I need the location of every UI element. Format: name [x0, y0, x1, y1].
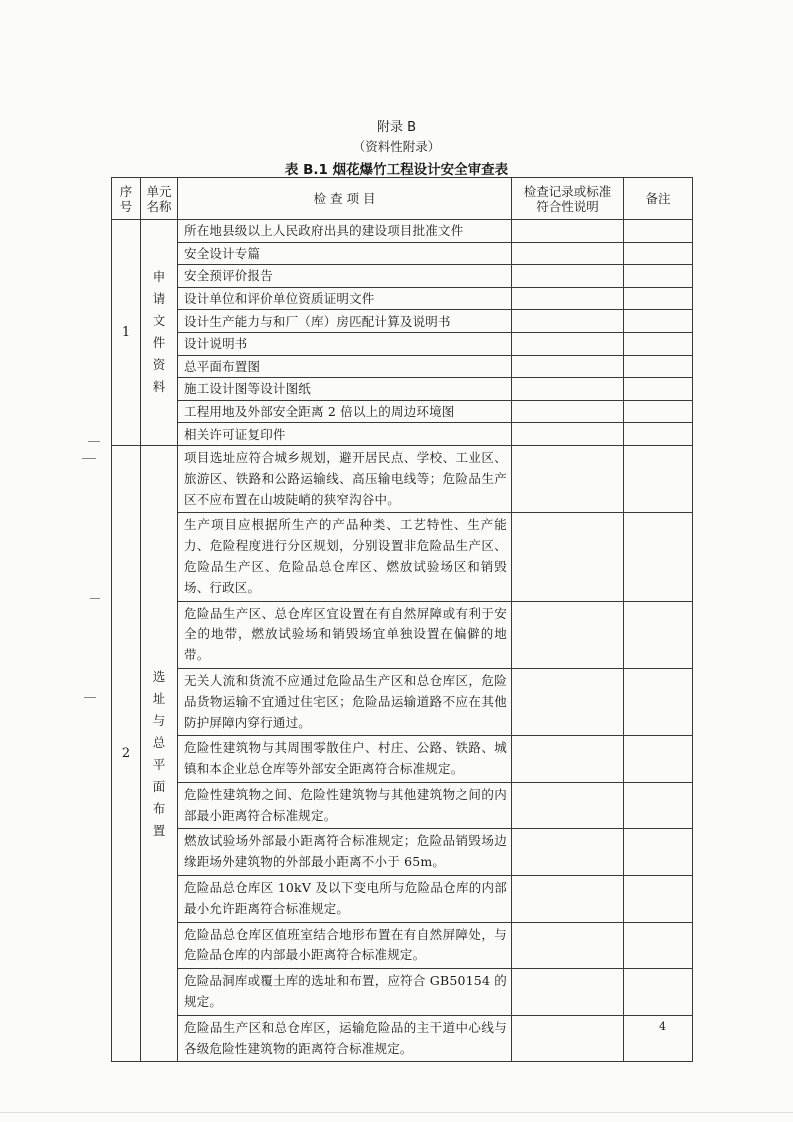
unit-char: 文 [152, 313, 166, 329]
scan-mark [84, 697, 96, 698]
table-row [112, 220, 693, 243]
remark-cell[interactable] [624, 378, 693, 401]
remark-cell[interactable] [624, 265, 693, 288]
check-item: 设计单位和评价单位资质证明文件 [178, 287, 512, 310]
table-row [112, 736, 693, 783]
remark-cell[interactable] [624, 668, 693, 735]
unit-char: 总 [152, 734, 166, 750]
table-row [112, 969, 693, 1016]
scan-edge [0, 1112, 793, 1113]
safety-review-table [111, 177, 693, 1062]
remark-cell[interactable] [624, 287, 693, 310]
check-item: 燃放试验场外部最小距离符合标准规定；危险品销毁场边缘距场外建筑物的外部最小距离不小于 65m。 [178, 829, 512, 876]
unit-char: 申 [152, 269, 166, 285]
record-cell[interactable] [512, 400, 624, 423]
table-row [112, 876, 693, 923]
unit-char: 址 [152, 690, 166, 706]
check-item: 危险品总仓库区值班室结合地形布置在有自然屏障处，与危险品仓库的内部最小距离符合标准规定。 [178, 922, 512, 969]
record-cell[interactable] [512, 736, 624, 783]
group-unit [141, 445, 178, 1062]
remark-cell[interactable] [624, 922, 693, 969]
table-row [112, 355, 693, 378]
check-item: 施工设计图等设计图纸 [178, 378, 512, 401]
header-seq: 序号 [112, 178, 141, 220]
table-row [112, 668, 693, 735]
check-item: 危险品总仓库区 10kV 及以下变电所与危险品仓库的内部最小允许距离符合标准规定。 [178, 876, 512, 923]
record-cell[interactable] [512, 601, 624, 668]
check-item: 无关人流和货流不应通过危险品生产区和总仓库区，危险品货物运输不宜通过住宅区；危险品运输道路不应在其他防护屏障内穿行通过。 [178, 668, 512, 735]
table-row [112, 513, 693, 601]
remark-cell[interactable] [624, 829, 693, 876]
table-row [112, 400, 693, 423]
remark-cell[interactable] [624, 310, 693, 333]
unit-char: 面 [152, 778, 166, 794]
remark-cell[interactable] [624, 220, 693, 243]
record-cell[interactable] [512, 445, 624, 512]
check-item: 安全设计专篇 [178, 242, 512, 265]
table-row [112, 265, 693, 288]
record-cell[interactable] [512, 513, 624, 601]
table-row [112, 601, 693, 668]
record-cell[interactable] [512, 378, 624, 401]
table-row [112, 1015, 693, 1062]
appendix-note: （资料性附录） [352, 139, 441, 154]
record-cell[interactable] [512, 242, 624, 265]
table-row [112, 287, 693, 310]
remark-cell[interactable] [624, 513, 693, 601]
remark-cell[interactable] [624, 736, 693, 783]
header-unit: 单元名称 [141, 178, 178, 220]
scan-mark [82, 458, 96, 459]
appendix-label: 附录 B [376, 120, 417, 135]
record-cell[interactable] [512, 355, 624, 378]
unit-char: 平 [152, 756, 166, 772]
check-item: 危险性建筑物与其周围零散住户、村庄、公路、铁路、城镇和本企业总仓库等外部安全距离符合标准规定。 [178, 736, 512, 783]
record-cell[interactable] [512, 1015, 624, 1062]
table-header-row [112, 178, 693, 220]
page-number: 4 [659, 1020, 666, 1033]
record-cell[interactable] [512, 287, 624, 310]
record-cell[interactable] [512, 332, 624, 355]
remark-cell[interactable] [624, 445, 693, 512]
header-item: 检 查 项 目 [178, 178, 512, 220]
check-item: 设计说明书 [178, 332, 512, 355]
check-item: 危险品生产区和总仓库区，运输危险品的主干道中心线与各级危险性建筑物的距离符合标准规定。 [178, 1015, 512, 1062]
record-cell[interactable] [512, 310, 624, 333]
unit-char: 料 [152, 379, 166, 395]
record-cell[interactable] [512, 969, 624, 1016]
check-item: 总平面布置图 [178, 355, 512, 378]
header-record: 检查记录或标准符合性说明 [512, 178, 624, 220]
unit-char: 与 [152, 712, 166, 728]
table-row [112, 332, 693, 355]
remark-cell[interactable] [624, 400, 693, 423]
check-item: 危险性建筑物之间、危险性建筑物与其他建筑物之间的内部最小距离符合标准规定。 [178, 782, 512, 829]
table-row [112, 378, 693, 401]
unit-char: 置 [152, 822, 166, 838]
scan-mark [88, 441, 100, 442]
table-row [112, 922, 693, 969]
remark-cell[interactable] [624, 1015, 693, 1062]
table-row [112, 242, 693, 265]
unit-char: 选 [152, 668, 166, 684]
record-cell[interactable] [512, 423, 624, 446]
group-seq: 2 [112, 445, 141, 1062]
check-item: 工程用地及外部安全距离 2 倍以上的周边环境图 [178, 400, 512, 423]
scan-mark [90, 598, 100, 599]
remark-cell[interactable] [624, 782, 693, 829]
remark-cell[interactable] [624, 242, 693, 265]
check-item: 设计生产能力与和厂（库）房匹配计算及说明书 [178, 310, 512, 333]
group-unit [141, 220, 178, 446]
table-row [112, 310, 693, 333]
header-remark: 备注 [624, 178, 693, 220]
check-item: 危险品生产区、总仓库区宜设置在有自然屏障或有利于安全的地带，燃放试验场和销毁场宜单独设置在偏僻的地带。 [178, 601, 512, 668]
check-item: 生产项目应根据所生产的产品种类、工艺特性、生产能力、危险程度进行分区规划，分别设置非危险品生产区、危险品生产区、危险品总仓库区、燃放试验场区和销毁场、行政区。 [178, 513, 512, 601]
table-row [112, 423, 693, 446]
check-item: 安全预评价报告 [178, 265, 512, 288]
unit-char: 布 [152, 800, 166, 816]
record-cell[interactable] [512, 668, 624, 735]
remark-cell[interactable] [624, 601, 693, 668]
remark-cell[interactable] [624, 332, 693, 355]
check-item: 相关许可证复印件 [178, 423, 512, 446]
table-row [112, 829, 693, 876]
table-title: 表 B.1 烟花爆竹工程设计安全审查表 [284, 162, 509, 178]
remark-cell[interactable] [624, 969, 693, 1016]
group-seq: 1 [112, 220, 141, 446]
check-item: 所在地县级以上人民政府出具的建设项目批准文件 [178, 220, 512, 243]
record-cell[interactable] [512, 829, 624, 876]
record-cell[interactable] [512, 782, 624, 829]
check-item: 项目选址应符合城乡规划，避开居民点、学校、工业区、旅游区、铁路和公路运输线、高压输电线等；危险品生产区不应布置在山坡陡峭的狭窄沟谷中。 [178, 445, 512, 512]
record-cell[interactable] [512, 265, 624, 288]
table-row [112, 445, 693, 512]
table-row [112, 782, 693, 829]
unit-char: 请 [152, 291, 166, 307]
check-item: 危险品洞库或覆土库的选址和布置，应符合 GB50154 的规定。 [178, 969, 512, 1016]
unit-char: 件 [152, 335, 166, 351]
record-cell[interactable] [512, 922, 624, 969]
remark-cell[interactable] [624, 423, 693, 446]
remark-cell[interactable] [624, 355, 693, 378]
remark-cell[interactable] [624, 876, 693, 923]
unit-char: 资 [152, 357, 166, 373]
record-cell[interactable] [512, 876, 624, 923]
record-cell[interactable] [512, 220, 624, 243]
